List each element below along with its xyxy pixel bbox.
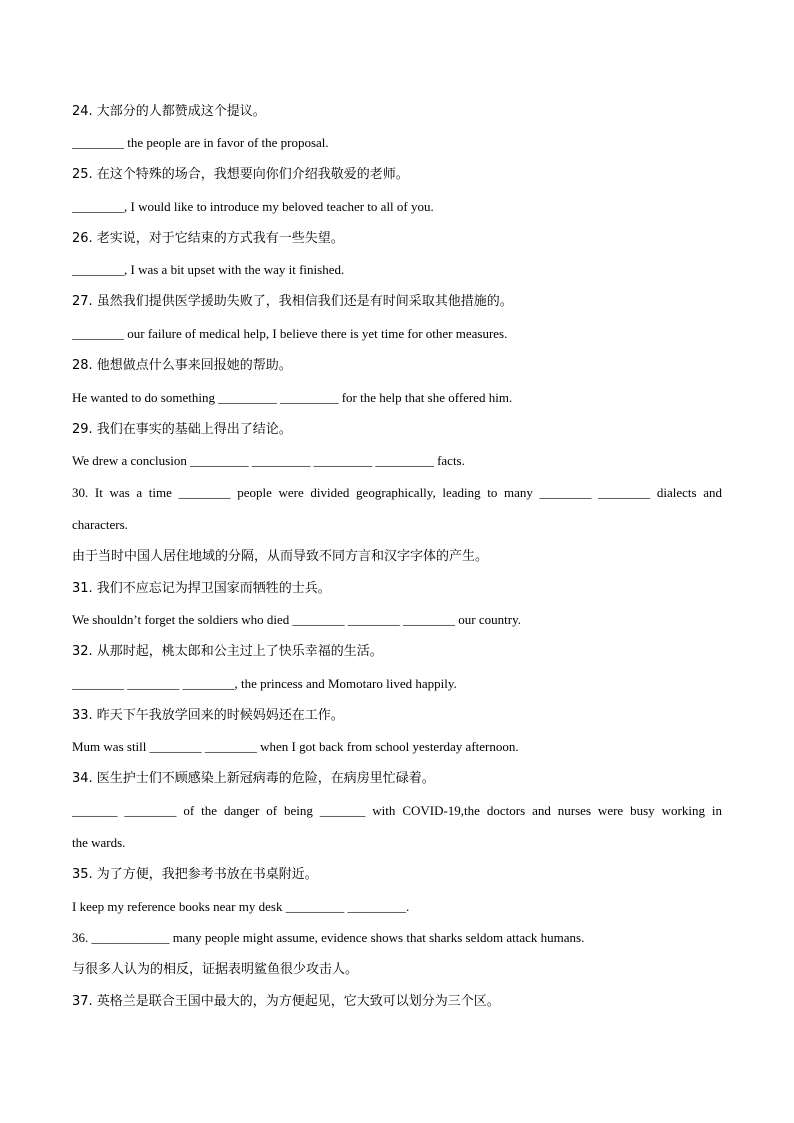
q29-chinese: 29. 我们在事实的基础上得出了结论。 [72, 422, 292, 437]
q31-chinese: 31. 我们不应忘记为捍卫国家而牺牲的士兵。 [72, 581, 331, 596]
q24-chinese: 24. 大部分的人都赞成这个提议。 [72, 104, 266, 119]
q35-chinese: 35. 为了方便，我把参考书放在书桌附近。 [72, 867, 318, 882]
q30-english-line1: 30. It was a time ________ people were divided geographically, leading to many ________ ________ dialects and [72, 485, 722, 500]
q27-chinese: 27. 虽然我们提供医学援助失败了，我相信我们还是有时间采取其他措施的。 [72, 294, 513, 309]
q34-english-line1: _______ ________ of the danger of being _______ with COVID-19,the doctors and nurses were busy working in [72, 803, 722, 818]
q35-english: I keep my reference books near my desk _________ _________. [72, 899, 410, 914]
q30-english-line2: characters. [72, 517, 128, 532]
q25-english: ________, I would like to introduce my beloved teacher to all of you. [72, 199, 434, 214]
q34-chinese: 34. 医生护士们不顾感染上新冠病毒的危险，在病房里忙碌着。 [72, 771, 435, 786]
q34-english-line2: the wards. [72, 835, 126, 850]
q33-chinese: 33. 昨天下午我放学回来的时候妈妈还在工作。 [72, 708, 344, 723]
q24-english: ________ the people are in favor of the proposal. [72, 135, 329, 150]
q27-english: ________ our failure of medical help, I believe there is yet time for other measures. [72, 326, 508, 341]
q25-chinese: 25. 在这个特殊的场合，我想要向你们介绍我敬爱的老师。 [72, 167, 409, 182]
q28-chinese: 28. 他想做点什么事来回报她的帮助。 [72, 358, 292, 373]
q37-chinese: 37. 英格兰是联合王国中最大的，为方便起见，它大致可以划分为三个区。 [72, 994, 500, 1009]
q36-english: 36. ____________ many people might assume, evidence shows that sharks seldom attack humans. [72, 930, 585, 945]
q33-english: Mum was still ________ ________ when I got back from school yesterday afternoon. [72, 739, 519, 754]
q36-chinese: 与很多人认为的相反，证据表明鲨鱼很少攻击人。 [72, 962, 359, 977]
q28-english: He wanted to do something _________ _________ for the help that she offered him. [72, 390, 513, 405]
q26-english: ________, I was a bit upset with the way it finished. [72, 262, 345, 277]
q31-english: We shouldn’t forget the soldiers who died ________ ________ ________ our country. [72, 612, 521, 627]
q30-chinese: 由于当时中国人居住地域的分隔，从而导致不同方言和汉字字体的产生。 [72, 549, 489, 564]
q32-english: ________ ________ ________, the princess and Momotaro lived happily. [72, 676, 457, 691]
q26-chinese: 26. 老实说，对于它结束的方式我有一些失望。 [72, 231, 344, 246]
q32-chinese: 32. 从那时起，桃太郎和公主过上了快乐幸福的生活。 [72, 644, 383, 659]
q29-english: We drew a conclusion _________ _________ _________ _________ facts. [72, 453, 465, 468]
